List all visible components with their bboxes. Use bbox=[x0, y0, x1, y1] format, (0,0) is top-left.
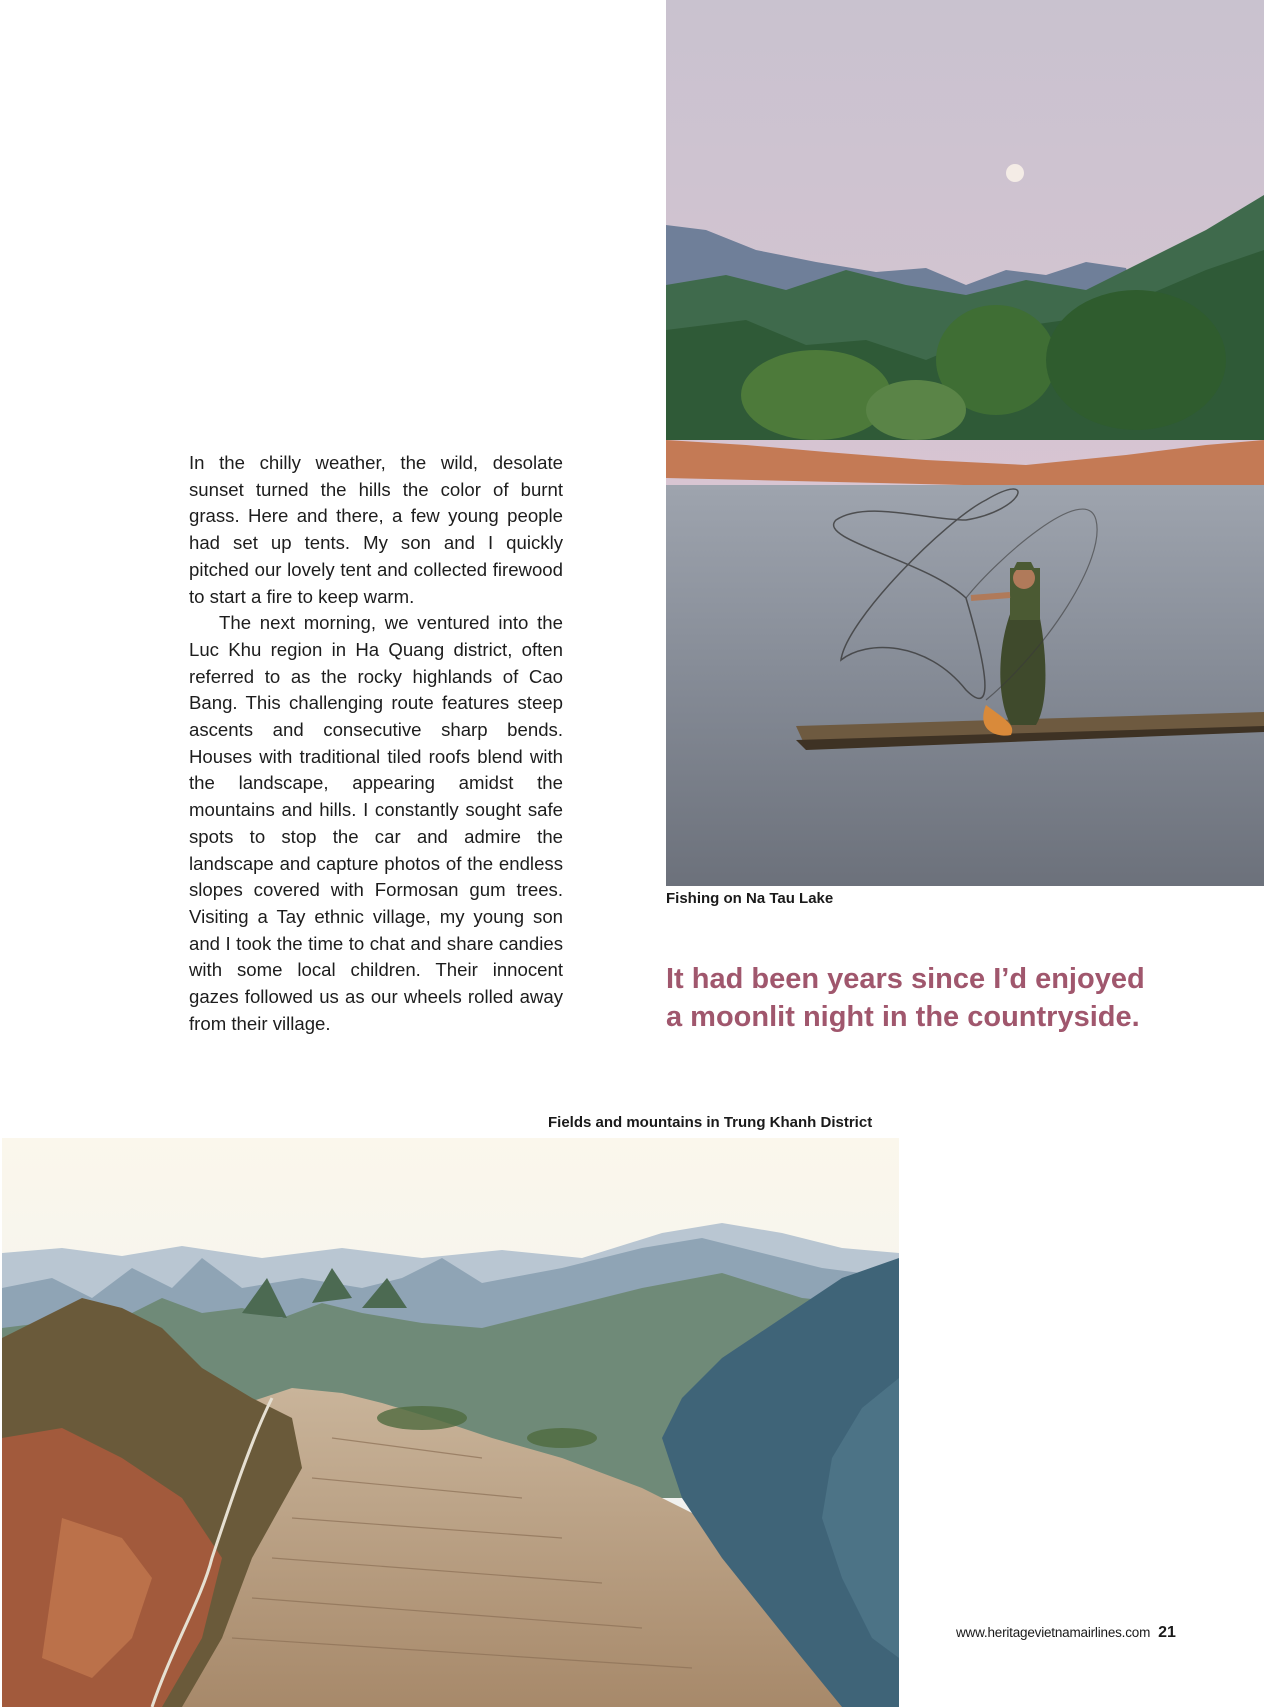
page-footer bbox=[956, 1624, 1176, 1642]
pull-quote bbox=[666, 960, 1226, 1036]
page-number: 21 bbox=[1158, 1624, 1176, 1641]
fields-mountains-photo bbox=[2, 1138, 899, 1707]
article-body bbox=[189, 450, 563, 1037]
article-paragraph-1: In the chilly weather, the wild, desolate sunset turned the hills the color of burnt grass. Here and there, a few young people had set up tents. My son and I quickly pitched our lovely tent and collected firewood to start a fire to keep warm. bbox=[189, 452, 563, 607]
article-paragraph-2: The next morning, we ventured into the Luc Khu region in Ha Quang district, often referred to as the rocky highlands of Cao Bang. This challenging route features steep ascents and consecutive sharp bends. Houses with traditional tiled roofs blend with the landscape, appearing amidst the mountains and hills. I constantly sought safe spots to stop the car and admire the landscape and capture photos of the endless slopes covered with Formosan gum trees. Visiting a Tay ethnic village, my young son and I took the time to chat and share candies with some local children. Their innocent gazes followed us as our wheels rolled away from their village. bbox=[189, 612, 563, 1034]
pull-quote-line-2: a moonlit night in the countryside. bbox=[666, 1001, 1140, 1033]
footer-url: www.heritagevietnamairlines.com bbox=[956, 1625, 1151, 1640]
lake-photo-caption: Fishing on Na Tau Lake bbox=[666, 890, 834, 907]
lake-fishing-photo bbox=[666, 0, 1264, 886]
fields-photo-caption: Fields and mountains in Trung Khanh District bbox=[548, 1114, 873, 1131]
pull-quote-line-1: It had been years since I’d enjoyed bbox=[666, 963, 1145, 995]
